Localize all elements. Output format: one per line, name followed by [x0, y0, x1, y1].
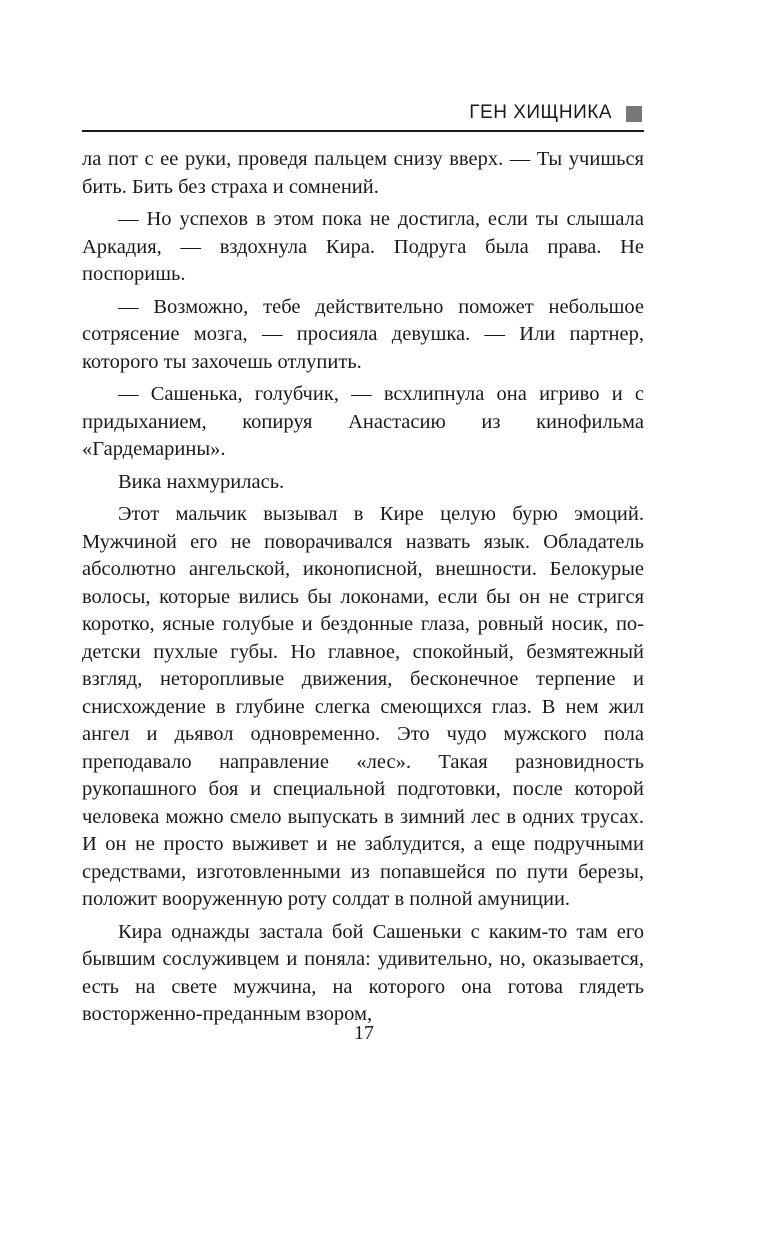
paragraph: — Сашенька, голубчик, — всхлипнула она игриво и с придыханием, копируя Анастасию из кинофильма «Гардемарины». — [82, 383, 644, 460]
paragraph: Этот мальчик вызывал в Кире целую бурю эмоций. Мужчиной его не поворачивался назвать язык. Обладатель абсолютно ангельской, иконописной, внешности. Белокурые волосы, которые вились бы локонами, если бы он не стригся коротко, ясные голубые и бездонные глаза, ровный носик, по-детски пухлые губы. Но главное, спокойный, безмятежный взгляд, неторопливые движения, бесконечное терпение и снисхождение в глубине слегка смеющихся глаз. В нем жил ангел и дьявол одновременно. Это чудо мужского пола преподавало направление «лес». Такая разновидность рукопашного боя и специальной подготовки, после которой человека можно смело выпускать в зимний лес в одних трусах. И он не просто выживет и не заблудится, а еще подручными средствами, изготовленными из попавшейся по пути березы, положит вооруженную роту солдат в полной амуниции. — [82, 503, 644, 910]
paragraph: Кира однажды застала бой Сашеньки с каким-то там его бывшим сослуживцем и поняла: удивительно, но, оказывается, есть на свете мужчина, на которого она готова глядеть восторженно-преданным взором, — [82, 920, 644, 1025]
paragraph: Вика нахмурилась. — [118, 470, 285, 493]
running-title: ГЕН ХИЩНИКА — [469, 102, 612, 123]
body-text — [82, 146, 644, 1034]
page-number: 17 — [354, 1022, 374, 1044]
paragraph: — Но успехов в этом пока не достигла, если ты слышала Аркадия, — вздохнула Кира. Подруга была права. Не поспоришь. — [82, 208, 644, 285]
paragraph: — Возможно, тебе действительно поможет небольшое сотрясение мозга, — просияла девушка. — Или партнер, которого ты захочешь отлупить. — [82, 295, 644, 373]
running-header — [82, 100, 644, 132]
paragraph: ла пот с ее руки, проведя пальцем снизу вверх. — Ты учишься бить. Бить без страха и сомнений. — [82, 148, 644, 198]
filled-square-icon — [626, 106, 642, 122]
